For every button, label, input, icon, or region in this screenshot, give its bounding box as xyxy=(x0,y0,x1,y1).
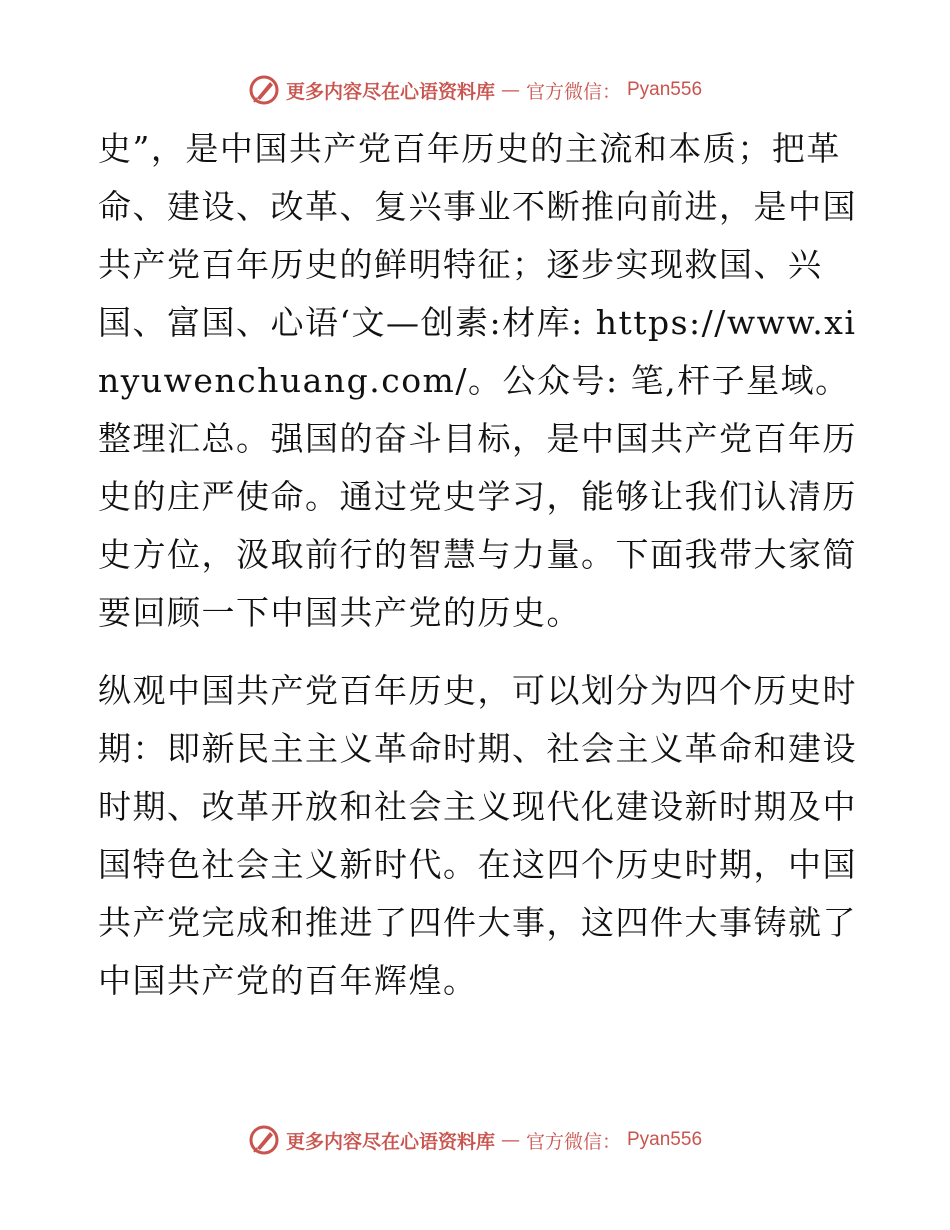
paragraph-2: 纵观中国共产党百年历史，可以划分为四个历史时期：即新民主主义革命时期、社会主义革命和建设时期、改革开放和社会主义现代化建设新时期及中国特色社会主义新时代。在这四个历史时期，中国共产党完成和推进了四件大事，这四件大事铸就了中国共产党的百年辉煌。 xyxy=(98,671,857,1000)
header-wechat-id: Pyan556 xyxy=(627,79,703,100)
quill-pen-logo-icon xyxy=(248,74,280,106)
document-body xyxy=(98,120,858,1010)
footer-official-label: 官方微信： xyxy=(525,1130,621,1153)
header-dash: — xyxy=(500,79,520,101)
page-header xyxy=(0,70,950,110)
footer-dash: — xyxy=(500,1129,520,1151)
page-footer xyxy=(0,1120,950,1160)
footer-site-text: 更多内容尽在心语资料库 xyxy=(285,1130,495,1153)
paragraph-1: 史”，是中国共产党百年历史的主流和本质；把革命、建设、改革、复兴事业不断推向前进，是中国共产党百年历史的鲜明特征；逐步实现救国、兴国、富国、心语‘文—创素:材库: https://www.xinyuwenchuang.com/。公众号: 笔,杆子星域。整理汇总。强国的奋斗目标，是中国共产党百年历史的庄严使命。通过党史学习，能够让我们认清历史方位，汲取前行的智慧与力量。下面我带大家简要回顾一下中国共产党的历史。 xyxy=(98,129,857,632)
header-official-label: 官方微信： xyxy=(525,80,621,103)
footer-wechat-id: Pyan556 xyxy=(627,1129,703,1150)
quill-pen-logo-icon xyxy=(248,1124,280,1156)
header-site-text: 更多内容尽在心语资料库 xyxy=(285,80,495,103)
